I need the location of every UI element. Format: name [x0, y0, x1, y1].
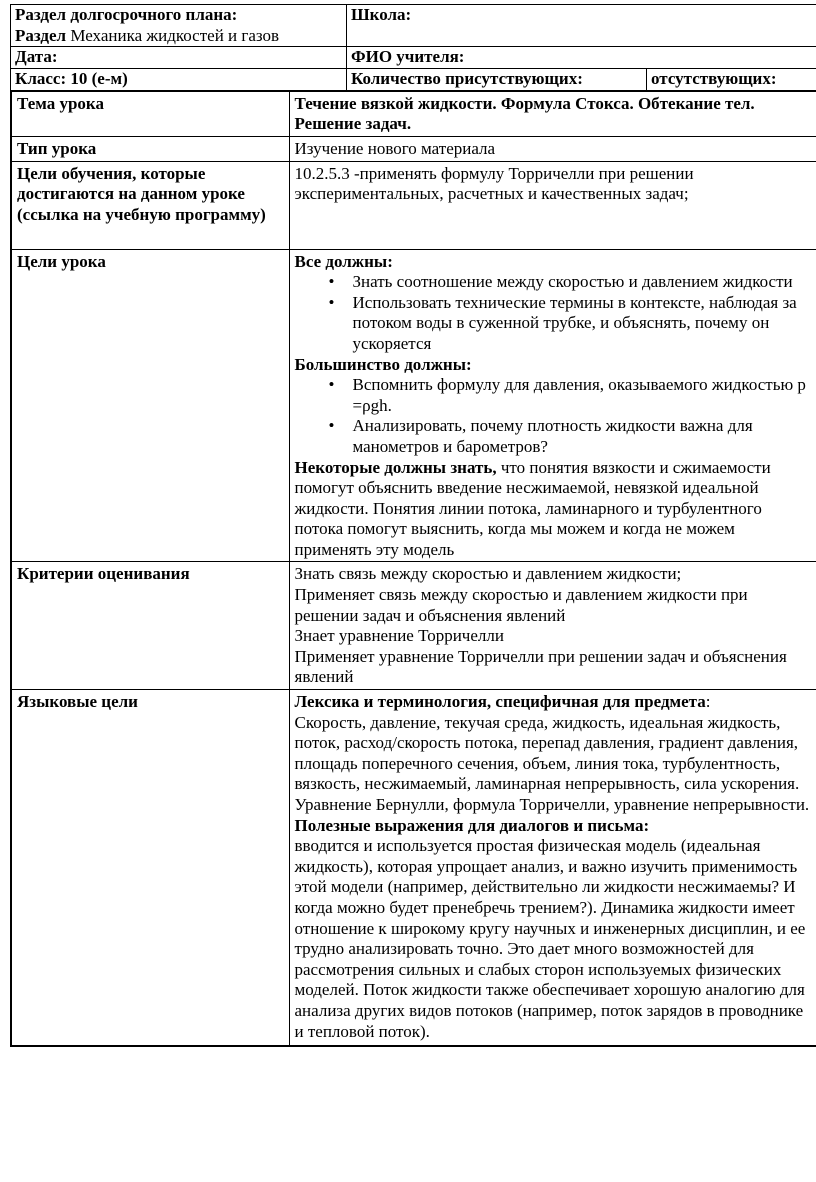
vocab-colon: : — [705, 692, 711, 712]
list-item: • Вспомнить формулу для давления, оказываемого жидкостью p =ρgh. — [353, 375, 813, 416]
some-paragraph — [295, 458, 813, 561]
topic-label: Тема урока — [11, 91, 289, 137]
phrases-heading: Полезные выражения для диалогов и письма: — [294, 815, 650, 835]
date-label: Дата: — [11, 47, 347, 69]
criteria-line: Применяет уравнение Торричелли при решении задач и объяснения явлений — [294, 646, 787, 687]
list-item: • Анализировать, почему плотность жидкости важна для манометров и барометров? — [353, 416, 813, 457]
list-item: • Использовать технические термины в контексте, наблюдая за потоком воды в суженной трубке, и объяснять, почему он ускоряется — [353, 293, 813, 355]
lesson-goals-row — [11, 249, 816, 562]
lesson-goals-content — [289, 249, 816, 562]
present-label: Количество присутствующих: — [347, 69, 647, 91]
vocab-heading-line — [295, 692, 813, 713]
learning-objectives-row — [11, 161, 816, 249]
header-table — [10, 4, 816, 91]
section-cell — [11, 5, 347, 47]
section-value-line — [15, 26, 342, 47]
teacher-label: ФИО учителя: — [347, 47, 816, 69]
section-prefix: Раздел — [15, 25, 67, 45]
vocab-text: Скорость, давление, текучая среда, жидкость, идеальная жидкость, поток, расход/скорость потока, перепад давления, градиент давления, площадь поперечного сечения, объем, линия тока, турбулентность, вязкость, несжимаемый, ламинарная непрерывность, сила ускорения. — [294, 712, 800, 794]
most-list — [295, 375, 813, 457]
some-text: что понятия вязкости и сжимаемости помогут объяснить введение несжимаемой, невязкой идеальной жидкости. Понятия линии потока, ламинарного и турбулентного потока помогут выяснить, когда мы можем и когда не можем применять эту модель — [294, 457, 771, 559]
section-value: Механика жидкостей и газов — [66, 25, 280, 45]
criteria-line: Знает уравнение Торричелли — [294, 626, 504, 646]
some-heading: Некоторые должны знать, — [294, 457, 497, 477]
criteria-line: Применяет связь между скоростью и давлением жидкости при решении задач и объяснения явлений — [294, 585, 748, 625]
criteria-line: Знать связь между скоростью и давлением жидкости; — [294, 564, 682, 584]
criteria-label: Критерии оценивания — [11, 562, 289, 690]
lesson-type-label: Тип урока — [11, 136, 289, 161]
criteria-content — [289, 562, 816, 690]
list-item: • Знать соотношение между скоростью и давлением жидкости — [353, 272, 813, 293]
learning-objectives-label: Цели обучения, которые достигаются на данном уроке (ссылка на учебную программу) — [11, 161, 289, 249]
lesson-type-row — [11, 136, 816, 161]
absent-label: отсутствующих: — [647, 69, 816, 91]
lesson-table — [10, 90, 816, 1047]
learning-objectives-value: 10.2.5.3 -применять формулу Торричелли при решении экспериментальных, расчетных и качественных задач; — [289, 161, 816, 249]
criteria-row — [11, 562, 816, 690]
lesson-goals-label: Цели урока — [11, 249, 289, 562]
lesson-plan-page — [10, 4, 816, 1047]
topic-row — [11, 91, 816, 137]
vocab-heading: Лексика и терминология, специфичная для предмета — [294, 692, 706, 712]
school-label: Школа: — [347, 5, 816, 47]
equations-text: Уравнение Бернулли, формула Торричелли, уравнение непрерывности. — [294, 795, 810, 814]
language-content — [289, 690, 816, 1047]
most-heading: Большинство должны: — [294, 354, 472, 374]
section-label: Раздел долгосрочного плана: — [15, 5, 238, 24]
all-list — [295, 272, 813, 354]
phrases-text: вводится и используется простая физическая модель (идеальная жидкость), которая упрощает анализ, и важно изучить применимость этой модели (например, действительно ли жидкости несжимаемы? И когда можно будет пренебречь трением?). Динамика жидкости имеет отношение к широкому кругу научных и инженерных дисциплин, и ее трудно анализировать точно. Это дает много возможностей для рассмотрения сильных и слабых сторон используемых физических моделей. Поток жидкости также обеспечивает хорошую аналогию для анализа других видов потоков (например, поток зарядов в проводнике и тепловой поток). — [294, 836, 806, 1041]
language-label: Языковые цели — [11, 690, 289, 1047]
class-label: Класс: 10 (е-м) — [11, 69, 347, 91]
topic-value: Течение вязкой жидкости. Формула Стокса. Обтекание тел. Решение задач. — [289, 91, 816, 137]
lesson-type-value: Изучение нового материала — [289, 136, 816, 161]
all-heading: Все должны: — [294, 251, 393, 271]
language-row — [11, 690, 816, 1047]
